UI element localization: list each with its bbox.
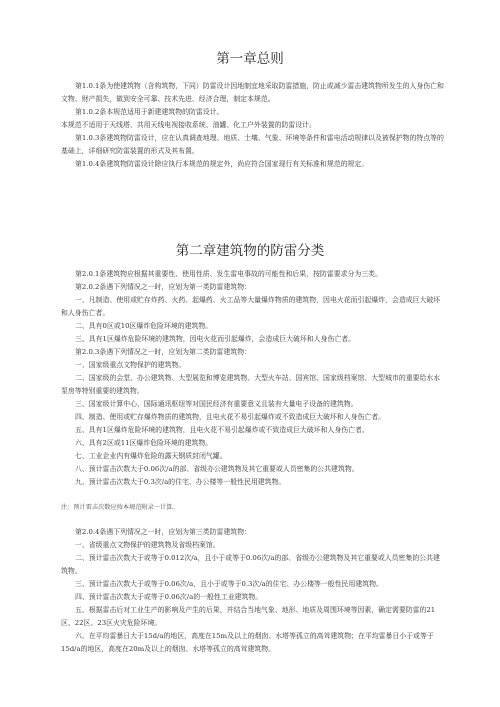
article-2-0-4: 第2.0.4条遇下列情况之一时，应划为第三类防雷建筑物：	[75, 528, 252, 536]
article-1-0-3: 第1.0.3条建筑物防雷设计，应在认真调查地理、地质、土壤、气象、环境等条件和雷电活动规律以及被保护物的特点等的基础上，详细研究防雷装置的形式及其布置。	[61, 134, 444, 155]
class-1-item-1: 一、凡制造、使用或贮存炸药、火药、起爆药、火工品等大量爆炸物质的建筑物，因电火花而引起爆炸，会造成巨大破坏和人身伤亡者。	[61, 296, 441, 317]
chapter-2-title: 第二章建筑物的防雷分类	[175, 243, 325, 259]
class-3-item-6: 六、在平均雷暴日大于15d/a的地区，高度在15m及以上的烟囱、水塔等孤立的高耸建筑物；在平均雷暴日小于或等于15d/a的地区，高度在20m及以上的烟囱、水塔等孤立的高耸建筑物。	[61, 632, 434, 653]
class-3-item-1: 一、省级重点文物保护的建筑物及省级档案馆。	[75, 541, 220, 549]
class-3-item-3: 三、预计雷击次数大于或等于0.06次/a，且小于或等于0.3次/a的住宅、办公楼等一般性民用建筑物。	[75, 580, 383, 588]
class-2-item-3: 三、国家级计算中心、国际通讯枢纽等对国民经济有重要意义且装有大量电子设备的建筑物。	[75, 400, 358, 408]
article-2-0-3: 第2.0.3条遇下列情况之一时，应划为第二类防雷建筑物：	[75, 348, 252, 356]
class-3-item-5: 五、根据雷击后对工业生产的影响及产生的后果，并结合当地气象、地形、地质及周围环境等因素，确定需要防雷的21区、22区、23区火灾危险环境。	[61, 606, 436, 627]
article-1-0-2-scope: 本规范不适用于天线塔、共用天线电视接收系统、油罐、化工户外装置的防雷设计。	[61, 121, 316, 129]
class-2-item-5: 五、具有1区爆炸危险环境的建筑物，且电火花不易引起爆炸或不致造成巨大破坏和人身伤亡者。	[75, 426, 369, 434]
class-1-item-3: 三、具有1区爆炸危险环境的建筑物，因电火花而引起爆炸，会造成巨大破坏和人身伤亡者。	[75, 335, 356, 343]
chapter-1-body	[61, 80, 444, 171]
class-2-item-6: 六、具有2区或11区爆炸危险环境的建筑物。	[75, 439, 213, 447]
article-2-0-2: 第2.0.2条遇下列情况之一时，应划为第一类防雷建筑物：	[75, 283, 252, 291]
article-1-0-1: 第1.0.1条为使建筑物（含构筑物，下同）防雷设计因地制宜地采取防雷措施，防止或减少雷击建筑物所发生的人身伤亡和文物、财产损失，做到安全可靠、技术先进、经济合理，制定本规范。	[61, 82, 444, 103]
class-3-item-2: 二、预计雷击次数大于或等于0.012次/a，且小于或等于0.06次/a的部、省级办公建筑物及其它重要或人员密集的公共建筑物。	[61, 554, 440, 575]
chapter-2-body	[61, 268, 444, 656]
chapter-1-title: 第一章总则	[216, 51, 284, 67]
class-2-item-9: 九、预计雷击次数大于0.3次/a的住宅、办公楼等一般性民用建筑物。	[75, 478, 286, 486]
class-2-item-7: 七、工业企业内有爆炸危险的露天钢质封闭气罐。	[75, 452, 227, 460]
class-2-item-2: 二、国家级的会堂、办公建筑物、大型展览和博览建筑物、大型火车站、国宾馆、国家级档案馆、大型城市的重要给水水泵房等特别重要的建筑物。	[61, 374, 441, 395]
class-2-item-1: 一、国家级重点文物保护的建筑物。	[75, 361, 186, 369]
class-3-item-4: 四、预计雷击次数大于或等于0.06次/a的一般性工业建筑物。	[75, 593, 263, 601]
article-1-0-4: 第1.0.4条建筑物防雷设计除应执行本规范的规定外，尚应符合国家现行有关标准和规范的规定。	[75, 160, 369, 168]
article-1-0-2: 第1.0.2条本规范适用于新建建筑物的防雷设计。	[75, 108, 224, 116]
class-2-item-8: 八、预计雷击次数大于0.06次/a的部、省级办公建筑物及其它重要或人员密集的公共建筑物。	[75, 465, 359, 473]
class-2-item-4: 四、制造、使用或贮存爆炸物质的建筑物，且电火花不易引起爆炸或不致造成巨大破坏和人身伤亡者。	[75, 413, 386, 421]
class-1-item-2: 二、具有0区或10区爆炸危险环境的建筑物。	[75, 322, 213, 330]
article-2-0-1: 第2.0.1条建筑物应根据其重要性、使用性质、发生雷电事故的可能性和后果，按防雷要求分为三类。	[75, 270, 382, 278]
note: 注：预计雷击次数应按本规范附录一计算。	[61, 504, 179, 511]
